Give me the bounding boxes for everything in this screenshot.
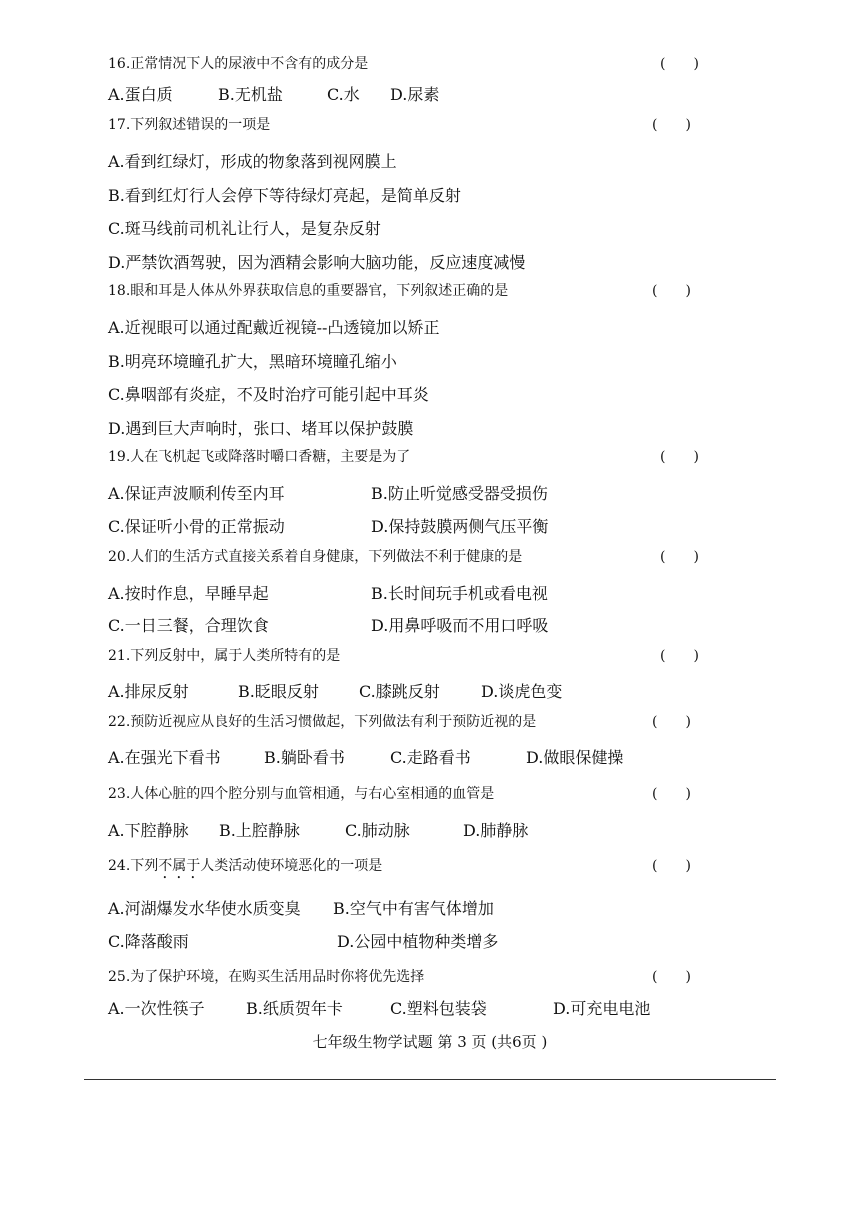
question-19-stem: 19.人在飞机起飞或降落时嚼口香糖，主要是为了 — [108, 449, 411, 465]
question-16-stem: 16.正常情况下人的尿液中不含有的成分是 — [108, 56, 369, 72]
footer-divider — [84, 1079, 776, 1080]
answer-blank-22: ( ) — [652, 714, 691, 730]
q16-option-a: A.蛋白质 — [108, 85, 173, 104]
q19-option-d: D.保持鼓膜两侧气压平衡 — [371, 517, 549, 536]
q19-option-a: A.保证声波顺利传至内耳 — [108, 484, 285, 503]
q24-option-c: C.降落酸雨 — [108, 932, 189, 951]
q19-option-c: C.保证听小骨的正常振动 — [108, 517, 285, 536]
q17-option-a: A.看到红绿灯，形成的物象落到视网膜上 — [108, 152, 397, 171]
answer-blank-16: ( ) — [660, 56, 699, 72]
q17-option-d: D.严禁饮酒驾驶，因为酒精会影响大脑功能，反应速度减慢 — [108, 253, 526, 272]
question-24-stem — [108, 855, 382, 882]
q24-emphasis-text: 不属于 — [158, 858, 201, 874]
q17-option-b: B.看到红灯行人会停下等待绿灯亮起，是简单反射 — [108, 186, 461, 205]
question-22-stem: 22.预防近视应从良好的生活习惯做起，下列做法有利于预防近视的是 — [108, 714, 537, 730]
q25-option-d: D.可充电电池 — [553, 999, 651, 1018]
answer-blank-21: ( ) — [660, 648, 699, 664]
q21-option-b: B.眨眼反射 — [238, 682, 319, 701]
q23-option-d: D.肺静脉 — [463, 821, 529, 840]
q22-option-d: D.做眼保健操 — [526, 748, 624, 767]
q19-option-b: B.防止听觉感受器受损伤 — [371, 484, 548, 503]
q24-stem-prefix: 24.下列 — [108, 858, 159, 874]
q16-option-b: B.无机盐 — [218, 85, 283, 104]
answer-blank-17: ( ) — [652, 117, 691, 133]
answer-blank-19: ( ) — [660, 449, 699, 465]
q24-stem-suffix: 人类活动使环境恶化的一项是 — [200, 858, 383, 874]
question-25-stem: 25.为了保护环境，在购买生活用品时你将优先选择 — [108, 969, 425, 985]
q22-option-c: C.走路看书 — [390, 748, 471, 767]
q17-option-c: C.斑马线前司机礼让行人，是复杂反射 — [108, 219, 381, 238]
q20-option-b: B.长时间玩手机或看电视 — [371, 584, 548, 603]
q24-option-d: D.公园中植物种类增多 — [337, 932, 499, 951]
question-21-stem: 21.下列反射中，属于人类所特有的是 — [108, 648, 341, 664]
q20-option-a: A.按时作息，早睡早起 — [108, 584, 269, 603]
q24-option-a: A.河湖爆发水华使水质变臭 — [108, 899, 301, 918]
q20-option-d: D.用鼻呼吸而不用口呼吸 — [371, 616, 549, 635]
q16-option-c: C.水 — [327, 85, 360, 104]
question-18-stem: 18.眼和耳是人体从外界获取信息的重要器官，下列叙述正确的是 — [108, 283, 509, 299]
q23-option-c: C.肺动脉 — [345, 821, 410, 840]
answer-blank-23: ( ) — [652, 786, 691, 802]
q16-option-d: D.尿素 — [390, 85, 440, 104]
q20-option-c: C.一日三餐，合理饮食 — [108, 616, 269, 635]
q18-option-b: B.明亮环境瞳孔扩大，黑暗环境瞳孔缩小 — [108, 352, 397, 371]
q24-option-b: B.空气中有害气体增加 — [333, 899, 494, 918]
q18-option-c: C.鼻咽部有炎症，不及时治疗可能引起中耳炎 — [108, 385, 429, 404]
answer-blank-25: ( ) — [652, 969, 691, 985]
q25-option-c: C.塑料包装袋 — [390, 999, 487, 1018]
answer-blank-18: ( ) — [652, 283, 691, 299]
q23-option-b: B.上腔静脉 — [219, 821, 300, 840]
question-20-stem: 20.人们的生活方式直接关系着自身健康，下列做法不利于健康的是 — [108, 549, 523, 565]
q21-option-d: D.谈虎色变 — [481, 682, 563, 701]
q18-option-d: D.遇到巨大声响时，张口、堵耳以保护鼓膜 — [108, 419, 414, 438]
q22-option-b: B.躺卧看书 — [264, 748, 345, 767]
q25-option-a: A.一次性筷子 — [108, 999, 205, 1018]
question-23-stem: 23.人体心脏的四个腔分别与血管相通，与右心室相通的血管是 — [108, 786, 495, 802]
q21-option-a: A.排尿反射 — [108, 682, 189, 701]
question-17-stem: 17.下列叙述错误的一项是 — [108, 117, 271, 133]
q22-option-a: A.在强光下看书 — [108, 748, 221, 767]
answer-blank-24: ( ) — [652, 858, 691, 874]
q25-option-b: B.纸质贺年卡 — [246, 999, 343, 1018]
q23-option-a: A.下腔静脉 — [108, 821, 189, 840]
q21-option-c: C.膝跳反射 — [359, 682, 440, 701]
answer-blank-20: ( ) — [660, 549, 699, 565]
q18-option-a: A.近视眼可以通过配戴近视镜--凸透镜加以矫正 — [108, 318, 440, 337]
page-footer: 七年级生物学试题 第 3 页 (共6页 ) — [312, 1033, 548, 1051]
